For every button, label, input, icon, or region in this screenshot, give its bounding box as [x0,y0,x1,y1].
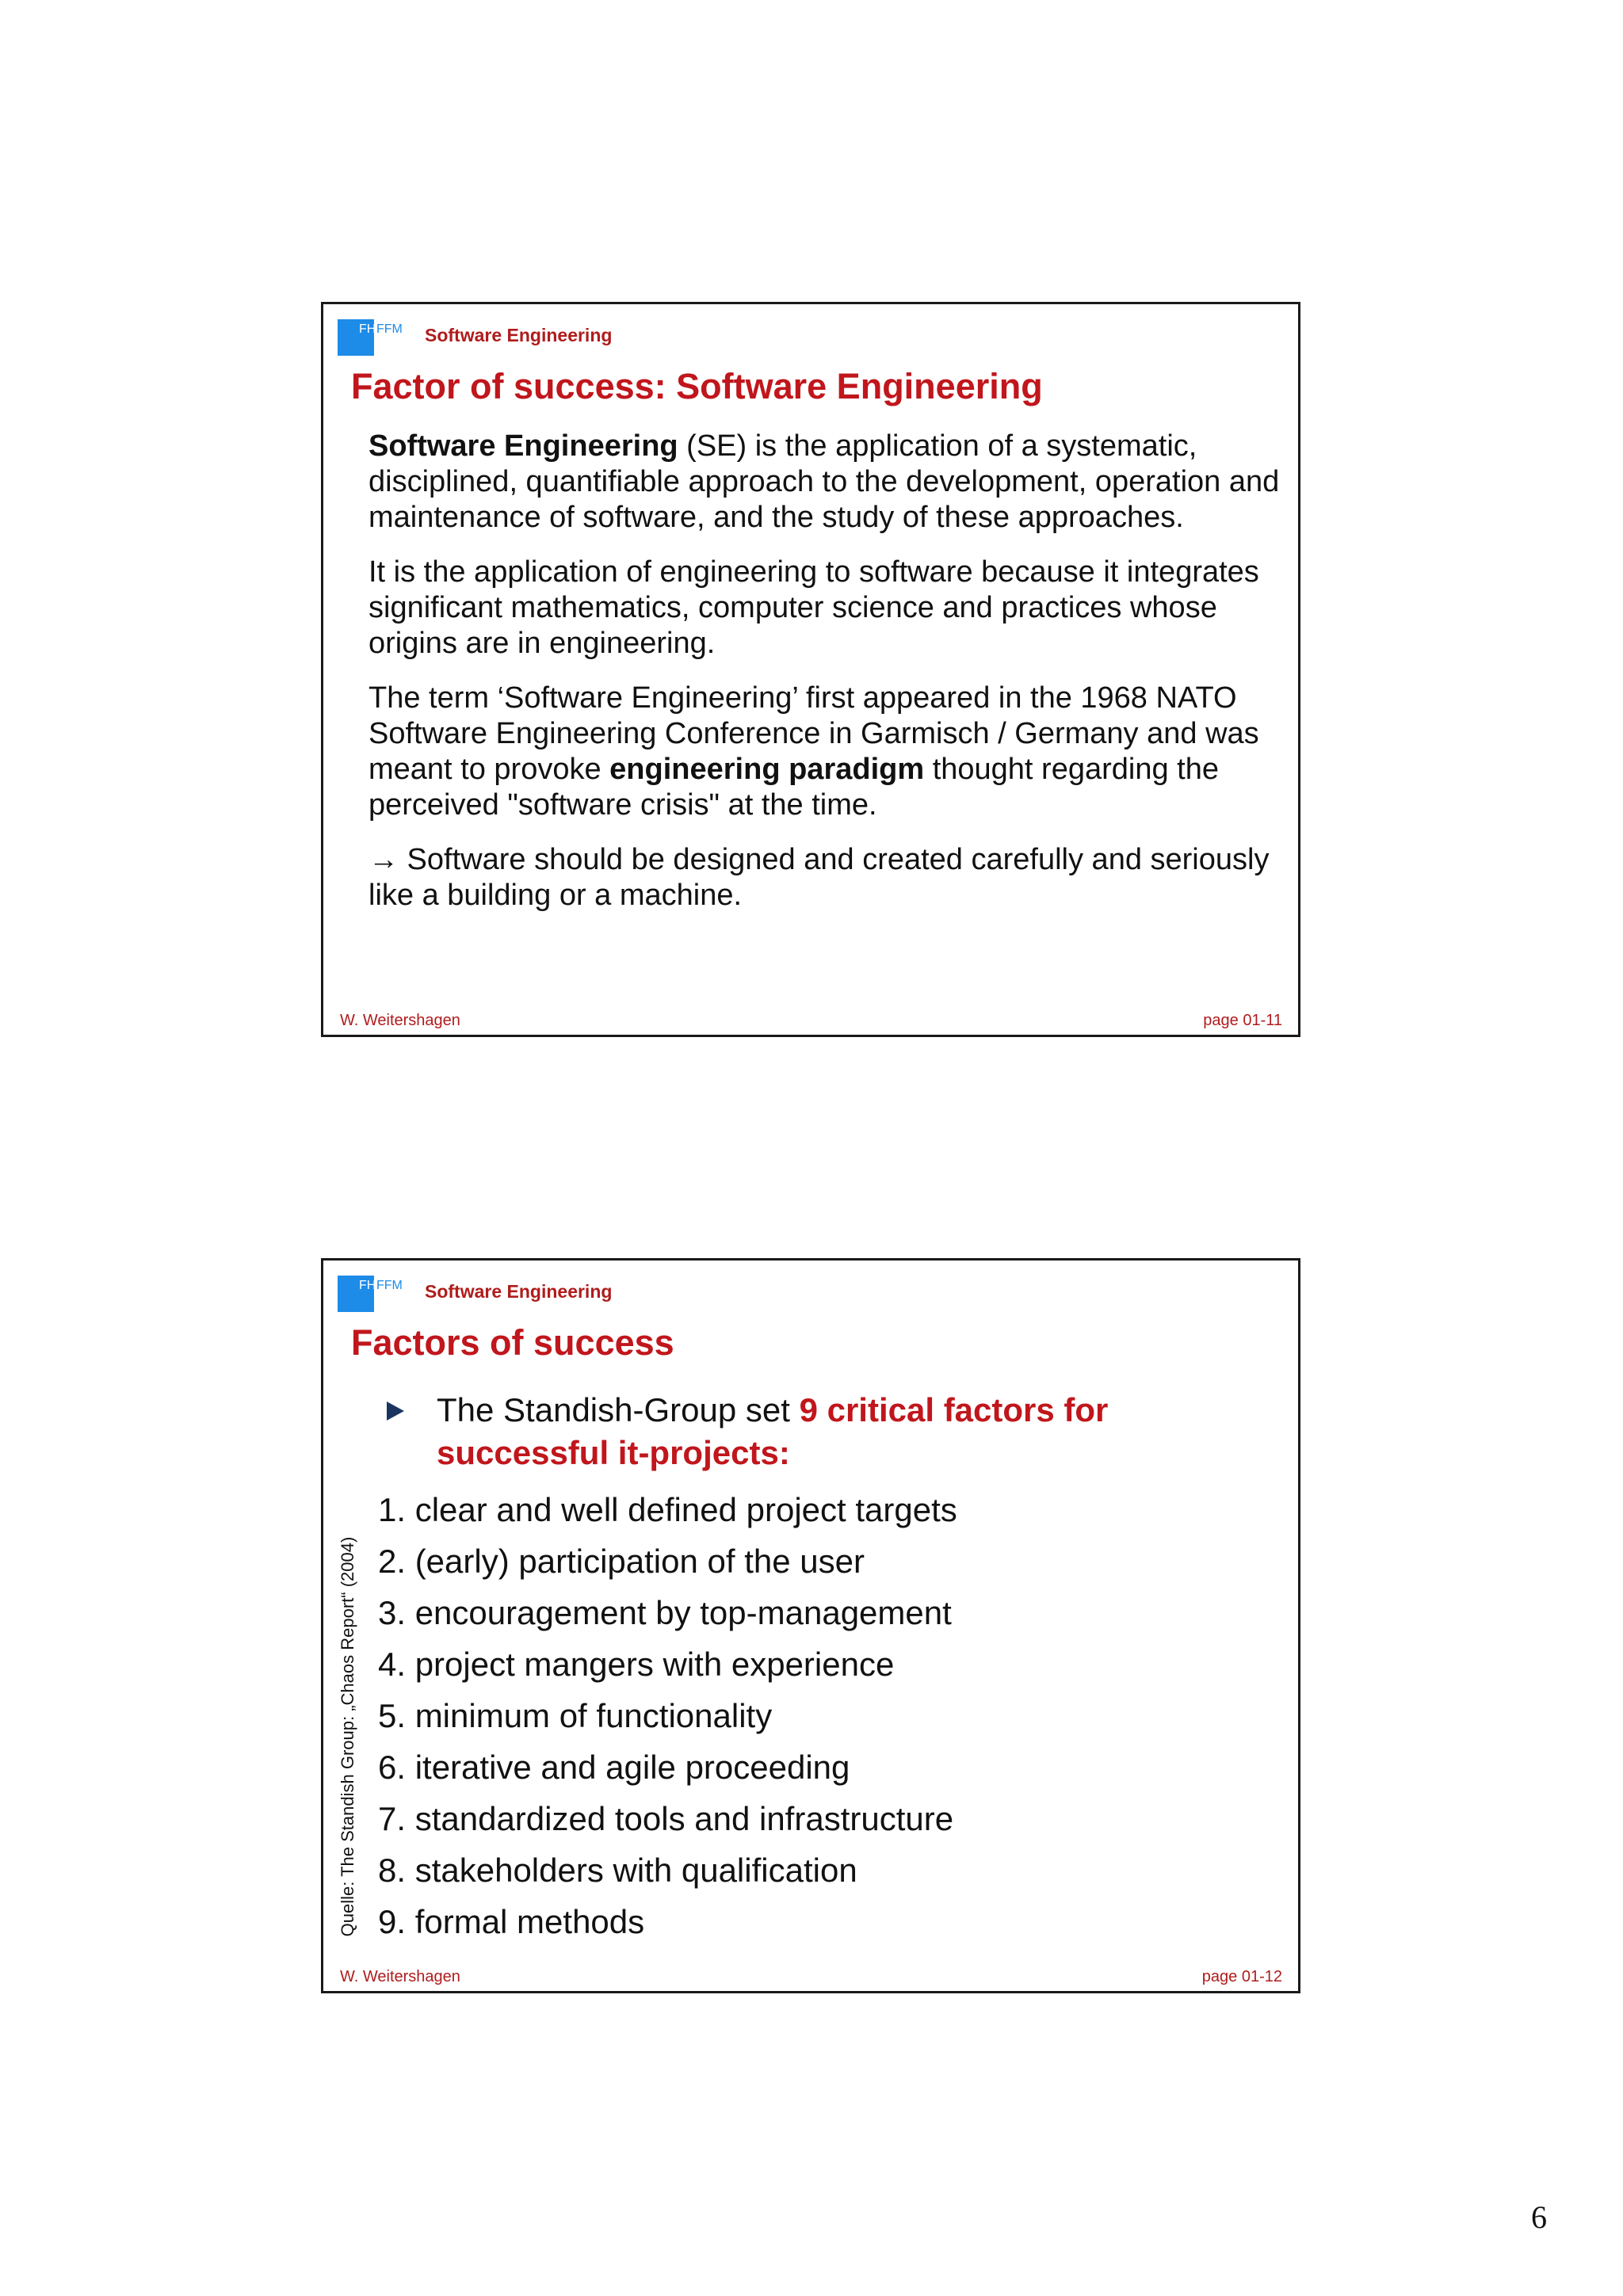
slide-title: Factors of success [351,1322,674,1363]
triangle-bullet-icon [387,1402,404,1421]
footer-author: W. Weitershagen [340,1012,460,1029]
factors-list [378,1484,957,1947]
intro-highlight: 9 critical factors for successful it-projects: [437,1391,1109,1471]
paragraph-engineering: It is the application of engineering to software because it integrates significant mathematics, computer science and practices whose origins are in engineering. [369,555,1259,660]
history-text-pre: The term ‘Software Engineering’ first appeared in the 1968 NATO Software Engineering Conference in Garmisch / Germany and was meant to provoke [369,681,1259,786]
list-item: 3. encouragement by top-management [378,1594,952,1631]
list-item: 8. stakeholders with qualification [378,1852,857,1889]
slide-body [369,429,1288,933]
logo-fh-text: FH [359,322,376,336]
logo-ffm-text: FFM [376,322,403,336]
slide-01-11 [321,302,1300,1037]
logo-ffm-text: FFM [376,1279,403,1292]
history-text-post: thought regarding the perceived "software crisis" at the time. [369,753,1219,822]
intro-pre: The Standish-Group set [437,1391,800,1428]
term-engineering-paradigm: engineering paradigm [609,753,925,786]
paragraph-conclusion: → Software should be designed and created carefully and seriously like a building or a machine. [369,843,1270,912]
fh-ffm-logo [338,1276,403,1315]
logo-fh-text: FH [359,1279,376,1292]
page-number: 6 [1531,2199,1547,2235]
slide-title: Factor of success: Software Engineering [351,366,1043,406]
list-item: 5. minimum of functionality [378,1697,773,1734]
paragraph-definition [369,429,1288,536]
footer-page: page 01-12 [1201,1968,1282,1985]
list-item: 1. clear and well defined project targets [378,1491,957,1528]
course-name: Software Engineering [425,1281,613,1302]
list-item: 9. formal methods [378,1903,645,1940]
fh-ffm-logo [338,319,403,359]
course-name: Software Engineering [425,325,613,345]
intro-text [437,1389,1274,1474]
list-item: 6. iterative and agile proceeding [378,1749,850,1786]
footer-page: page 01-11 [1203,1012,1282,1029]
source-citation-wrap [334,1516,361,1958]
list-item: 7. standardized tools and infrastructure [378,1800,954,1837]
source-citation: Quelle: The Standish Group: „Chaos Report“ (2004) [338,1536,357,1937]
list-item: 2. (early) participation of the user [378,1543,865,1580]
intro-bullet [387,1389,1274,1474]
paragraph-history [369,681,1288,823]
list-item: 4. project mangers with experience [378,1646,895,1683]
definition-text: (SE) is the application of a systematic, disciplined, quantifiable approach to the development, operation and maintenance of software, and the study of these approaches. [369,429,1280,534]
term-software-engineering: Software Engineering [369,429,678,463]
footer-author: W. Weitershagen [340,1968,460,1985]
slide-01-12 [321,1258,1300,1993]
